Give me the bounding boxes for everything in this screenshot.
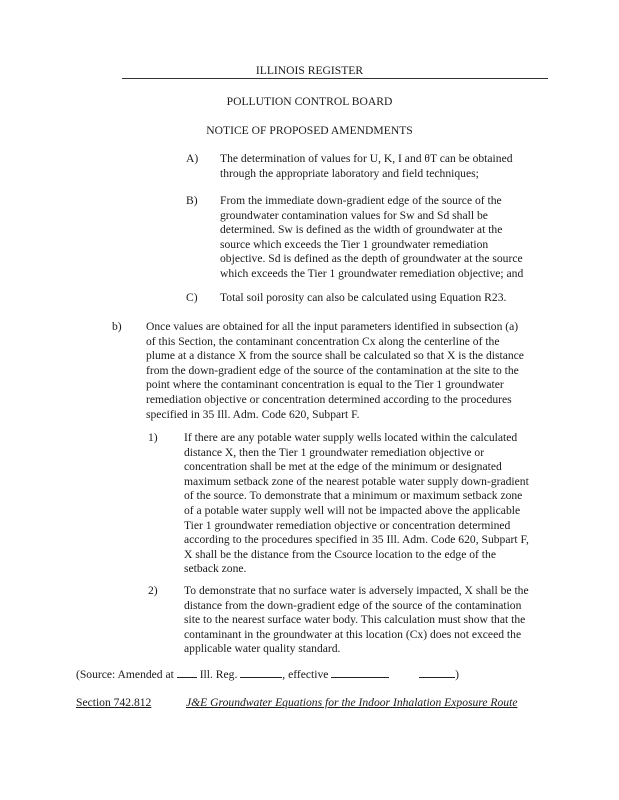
item-c-line: Total soil porosity can also be calculated using Equation R23.: [220, 291, 507, 304]
subsection-b-line: specified in 35 Ill. Adm. Code 620, Subpart F.: [146, 407, 360, 421]
item-1-line: X shall be the distance from the Csource location to the edge of the: [184, 547, 496, 561]
item-1-text: [184, 431, 564, 577]
item-a-line: through the appropriate laboratory and field techniques;: [220, 166, 479, 180]
item-1-line: If there are any potable water supply wells located within the calculated: [184, 431, 518, 444]
item-b-text: [220, 194, 560, 282]
source-note-amended: (Source: Amended at: [76, 668, 174, 681]
board-title: POLLUTION CONTROL BOARD: [226, 95, 393, 108]
item-1-label: 1): [148, 431, 158, 444]
item-2-line: applicable water quality standard.: [184, 642, 341, 656]
item-2-line: contaminant in the groundwater at this location (Cx) does not exceed the: [184, 627, 522, 641]
subsection-b-line: of this Section, the contaminant concentration Cx along the centerline of the: [146, 334, 500, 348]
subsection-b-label: b): [112, 320, 122, 333]
item-a-text: [220, 152, 560, 181]
source-date-blank: [331, 667, 389, 678]
item-b-line: which exceeds the Tier 1 groundwater remediation objective; and: [220, 266, 524, 280]
item-c-text: [220, 291, 560, 306]
subsection-b-line: remediation objective or concentration determined according to the procedures: [146, 392, 512, 406]
item-2-label: 2): [148, 584, 158, 597]
item-a-line: The determination of values for U, K, I and θT can be obtained: [220, 152, 513, 165]
subsection-b-line: point where the contaminant concentration is equal to the Tier 1 groundwater: [146, 378, 504, 392]
source-note-reg: Ill. Reg.: [199, 668, 238, 681]
source-year-blank: [419, 667, 455, 678]
subsection-b-line: from the down-gradient edge of the source of the contamination at the site to the: [146, 363, 519, 377]
item-2-text: [184, 584, 564, 657]
item-1-line: of the source. To demonstrate that a minimum or maximum setback zone: [184, 489, 523, 503]
item-1-line: concentration shall be met at the edge of the minimum or designated: [184, 460, 502, 474]
item-b-line: From the immediate down-gradient edge of the source of the: [220, 194, 502, 207]
subsection-b-text: [146, 320, 566, 422]
item-b-line: groundwater contamination values for Sw and Sd shall be: [220, 208, 488, 222]
item-c-label: C): [186, 291, 198, 304]
item-a-label: A): [186, 152, 199, 165]
item-1-line: setback zone.: [184, 562, 247, 576]
item-b-line: objective. Sd is defined as the depth of groundwater at the source: [220, 252, 523, 266]
item-1-line: maximum setback zone of the nearest potable water supply down-gradient: [184, 474, 529, 488]
source-volume-blank: [177, 667, 197, 678]
item-1-line: distance X, then the Tier 1 groundwater remediation objective or: [184, 445, 485, 459]
source-note-effective: , effective: [282, 668, 329, 681]
subsection-b-line: Once values are obtained for all the input parameters identified in subsection (a): [146, 320, 519, 333]
item-2-line: site to the nearest surface water body. This calculation must show that the: [184, 613, 526, 627]
item-1-line: of a potable water supply well will not be impacted above the applicable: [184, 503, 521, 517]
source-note: [76, 667, 459, 683]
item-1-line: according to the procedures specified in 35 Ill. Adm. Code 620, Subpart F,: [184, 533, 529, 547]
header-rule: [122, 78, 548, 79]
item-b-line: determined. Sw is defined as the width of groundwater at the: [220, 223, 503, 237]
register-title: ILLINOIS REGISTER: [255, 64, 364, 77]
source-note-close: ): [455, 668, 460, 681]
subsection-b-line: plume at a distance X from the source shall be calculated so that X is the distance: [146, 349, 524, 363]
item-2-line: distance from the down-gradient edge of the source of the contamination: [184, 598, 522, 612]
item-1-line: Tier 1 groundwater remediation objective or concentration determined: [184, 518, 511, 532]
section-title: J&E Groundwater Equations for the Indoor Inhalation Exposure Route: [186, 696, 518, 709]
section-number: Section 742.812: [76, 696, 152, 709]
item-b-line: source which exceeds the Tier 1 groundwater remediation: [220, 237, 489, 251]
notice-title: NOTICE OF PROPOSED AMENDMENTS: [206, 124, 413, 137]
source-page-blank: [240, 667, 282, 678]
item-b-label: B): [186, 194, 198, 207]
item-2-line: To demonstrate that no surface water is adversely impacted, X shall be the: [184, 584, 529, 597]
